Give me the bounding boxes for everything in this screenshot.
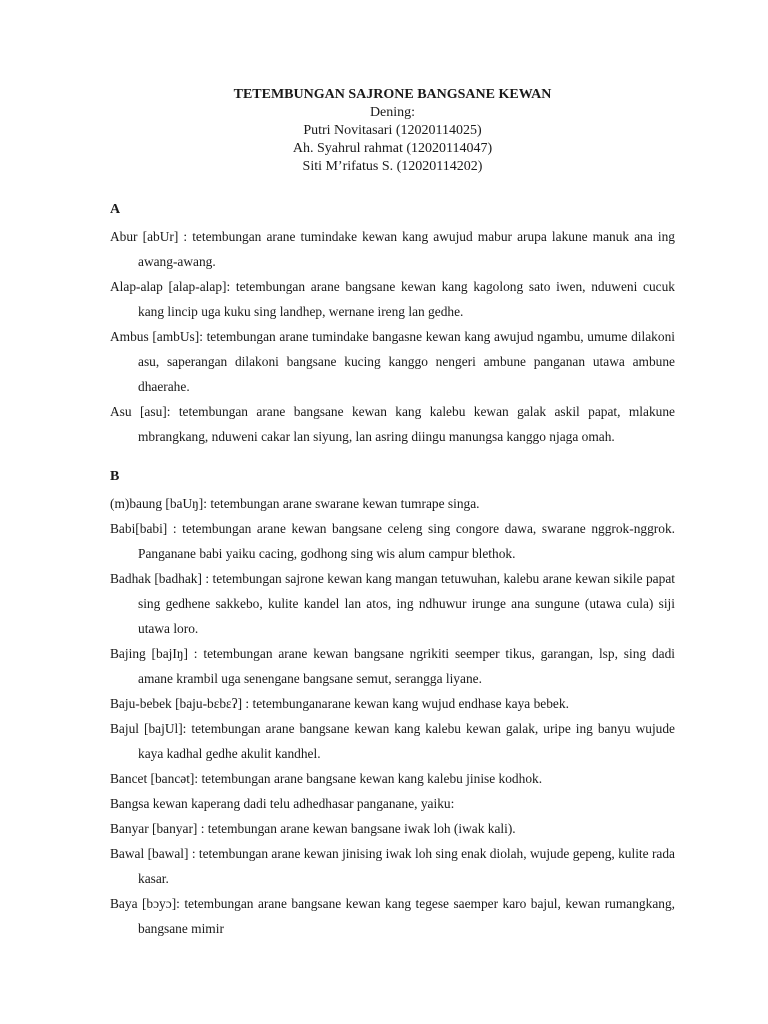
entry-bawal: Bawal [bawal] : tetembungan arane kewan jinising iwak loh sing enak diolah, wujude gepeng, kulite rada kasar.: [110, 846, 675, 886]
entry-alap-alap: Alap-alap [alap-alap]: tetembungan arane bangsane kewan kang kagolong sato iwen, nduweni cucuk kang lincip uga kuku sing landhep, wernane ireng lan gedhe.: [110, 279, 675, 319]
entry-ambus: Ambus [ambUs]: tetembungan arane tumindake bangasne kewan kang awujud ngambu, umume dilakoni asu, saperangan dilakoni bangsane kucing kanggo nengeri ambune panganan utawa ambune dhaerahe.: [110, 329, 675, 394]
entry-badhak: Badhak [badhak] : tetembungan sajrone kewan kang mangan tetuwuhan, kalebu arane kewan sikile papat sing gedhene sakkebo, kulite kandel lan atos, ing ndhuwur irunge ana sungune (utawa cula) siji utawa loro.: [110, 571, 675, 636]
document-title: TETEMBUNGAN SAJRONE BANGSANE KEWAN: [233, 87, 552, 102]
author-3: Siti M’rifatus S. (12020114202): [302, 159, 483, 174]
document-page: [110, 86, 675, 941]
entry-banyar: Banyar [banyar] : tetembungan arane kewan bangsane iwak loh (iwak kali).: [110, 821, 516, 836]
section-letter-a: A: [110, 202, 121, 217]
entry-mbaung: (m)baung [baUŋ]: tetembungan arane swarane kewan tumrape singa.: [110, 496, 480, 511]
entry-bajul: Bajul [bajUl]: tetembungan arane bangsane kewan kang kalebu kewan galak, uripe ing banyu wujude kaya kadhal gedhe akulit kandhel.: [110, 721, 675, 761]
title-block: [110, 86, 675, 176]
entry-bangsa-kewan: Bangsa kewan kaperang dadi telu adhedhasar panganane, yaiku:: [110, 796, 455, 811]
entry-baya: Baya [bɔyɔ]: tetembungan arane bangsane kewan kang tegese saemper karo bajul, kewan rumangkang, bangsane mimir: [110, 896, 675, 936]
entry-baju-bebek: Baju-bebek [baju-bɛbɛʔ] : tetembunganarane kewan kang wujud endhase kaya bebek.: [110, 696, 569, 711]
entry-bancet: Bancet [bancət]: tetembungan arane bangsane kewan kang kalebu jinise kodhok.: [110, 771, 543, 786]
entry-abur: Abur [abUr] : tetembungan arane tumindake kewan kang awujud mabur arupa lakune manuk ana ing awang-awang.: [110, 229, 675, 269]
entry-asu: Asu [asu]: tetembungan arane bangsane kewan kang kalebu kewan galak askil papat, mlakune mbrangkang, nduweni cakar lan siyung, lan asring diingu manungsa kanggo njaga omah.: [110, 404, 675, 444]
entry-bajing: Bajing [bajIŋ] : tetembungan arane kewan bangsane ngrikiti seemper tikus, garangan, lsp, sing dadi amane krambil uga senengane bangsane semut, serangga liyane.: [110, 646, 675, 686]
author-2: Ah. Syahrul rahmat (12020114047): [292, 141, 493, 156]
author-1: Putri Novitasari (12020114025): [303, 123, 482, 138]
section-letter-b: B: [110, 469, 120, 484]
entry-babi: Babi[babi] : tetembungan arane kewan bangsane celeng sing congore dawa, swarane nggrok-nggrok. Panganane babi yaiku cacing, godhong sing wis alum campur blethok.: [110, 521, 675, 561]
byline: Dening:: [369, 105, 416, 120]
